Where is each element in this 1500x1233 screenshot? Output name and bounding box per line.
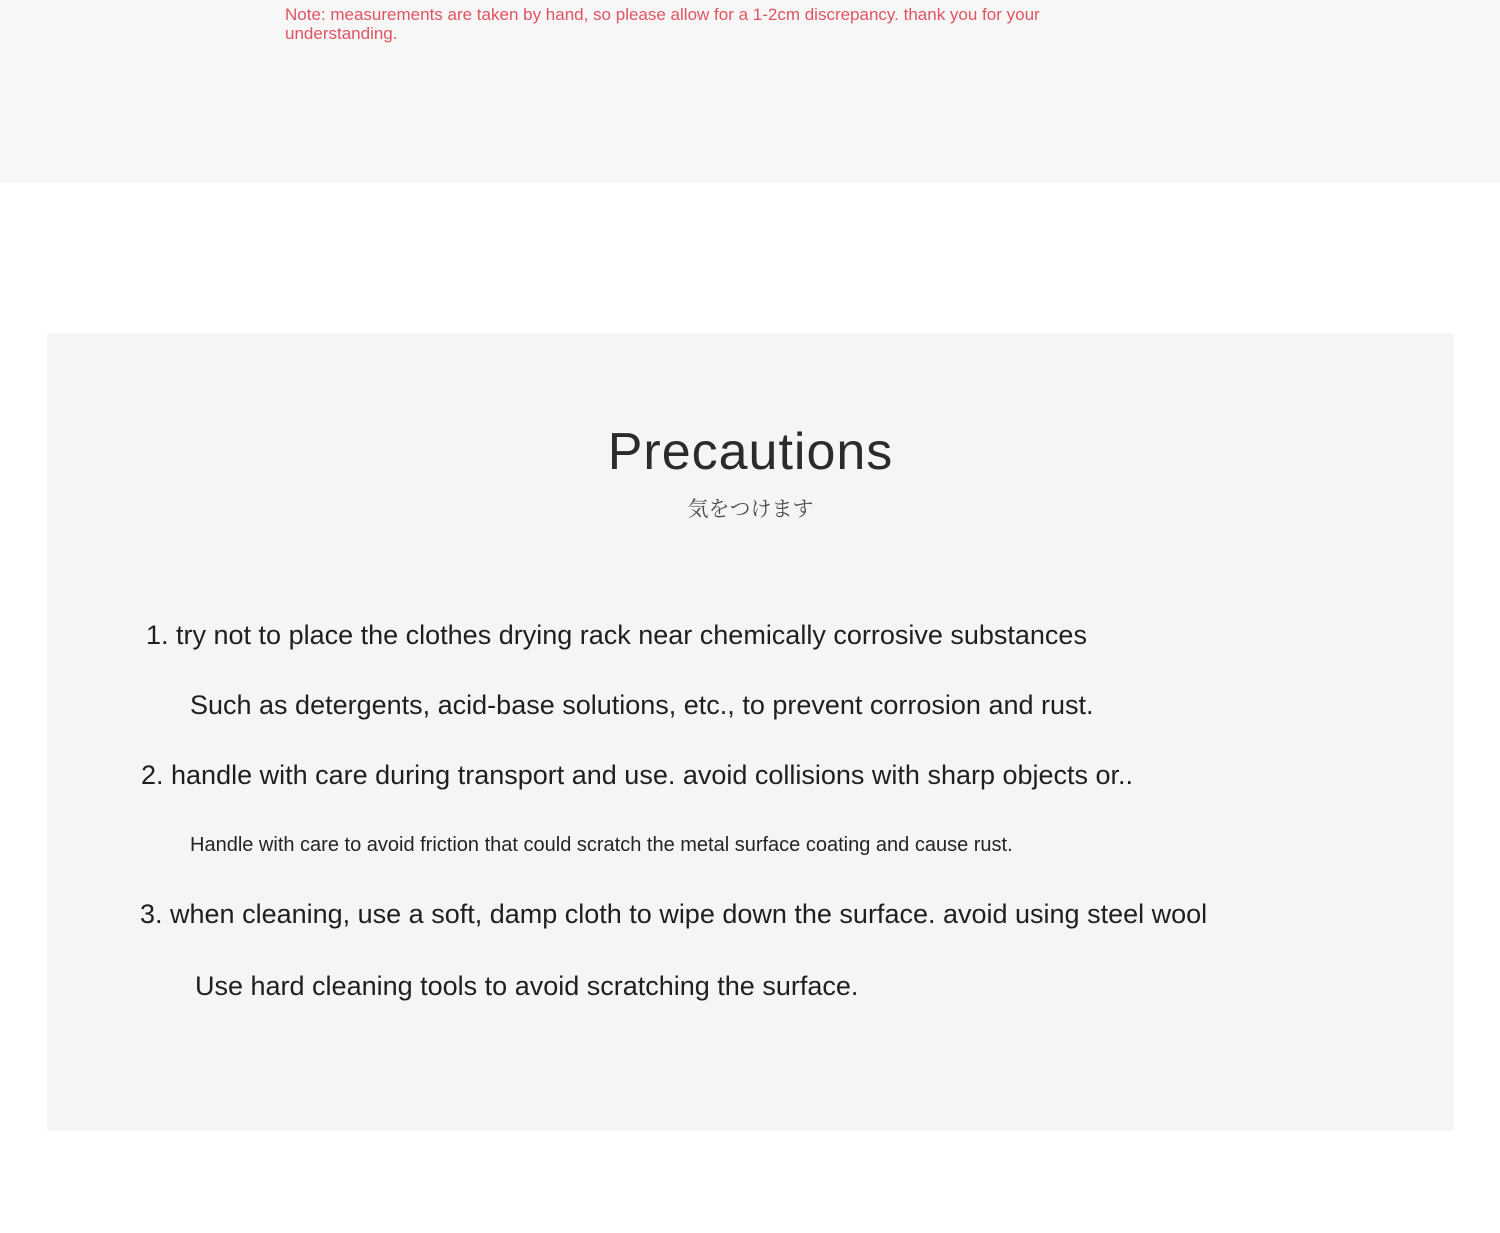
precautions-panel [47, 333, 1454, 1131]
precaution-item-3-sub: Use hard cleaning tools to avoid scratching the surface. [195, 971, 859, 1001]
precautions-title: Precautions [607, 423, 894, 481]
precaution-item-2-main: 2. handle with care during transport and use. avoid collisions with sharp objects or.. [141, 760, 1134, 790]
precautions-subtitle-japanese: 気をつけます [687, 498, 814, 521]
precaution-item-1-main: 1. try not to place the clothes drying rack near chemically corrosive substances [146, 620, 1087, 650]
precaution-item-2-sub: Handle with care to avoid friction that could scratch the metal surface coating and cause rust. [190, 834, 1013, 856]
top-note-band [0, 0, 1500, 183]
precaution-item-3-main: 3. when cleaning, use a soft, damp cloth to wipe down the surface. avoid using steel wool [140, 899, 1208, 929]
precaution-item-1-sub: Such as detergents, acid-base solutions, etc., to prevent corrosion and rust. [190, 690, 1094, 720]
measurement-note: Note: measurements are taken by hand, so please allow for a 1-2cm discrepancy. thank you for your understanding. [285, 5, 1040, 43]
